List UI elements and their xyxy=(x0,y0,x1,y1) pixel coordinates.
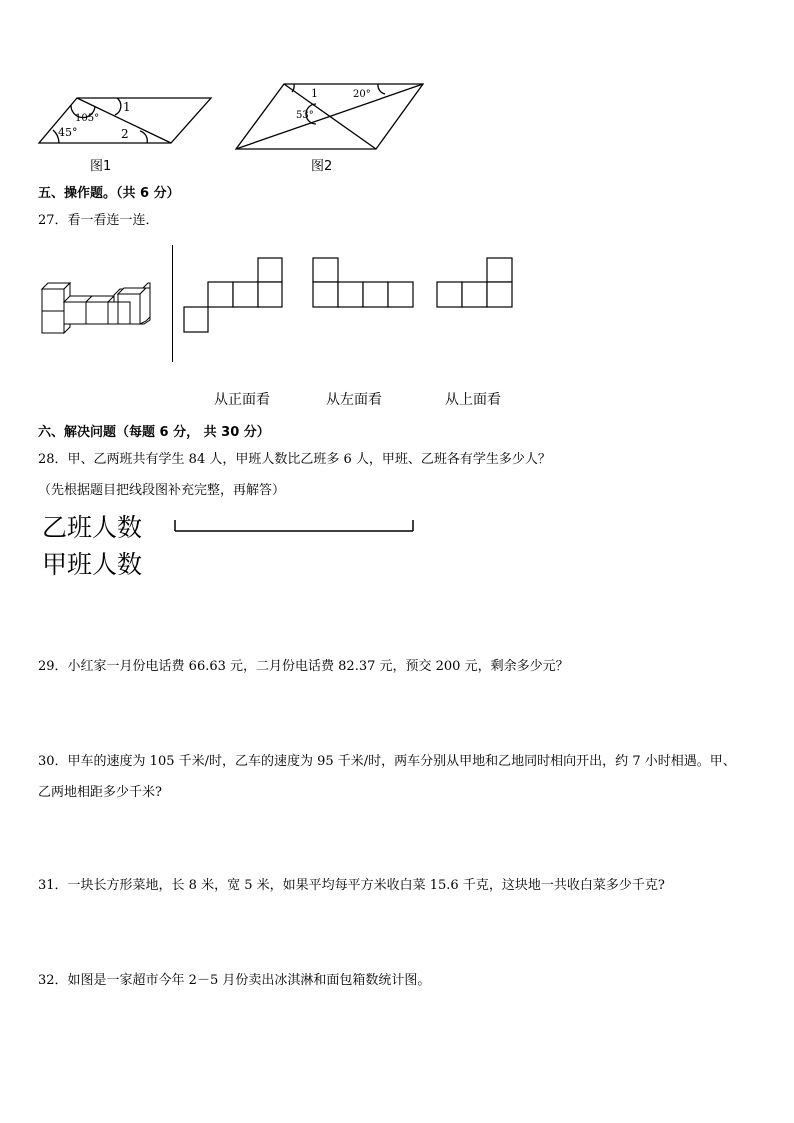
view-grid-top xyxy=(435,256,515,310)
question-30-line-1: 30．甲车的速度为 105 千米/时，乙车的速度为 95 千米/时，两车分别从甲地和乙地同时相向开出，约 7 小时相遇。甲、 xyxy=(38,754,736,769)
question-31: 31．一块长方形菜地，长 8 米，宽 5 米，如果平均每平方米收白菜 15.6 千克，这块地一共收白菜多少千克? xyxy=(38,878,665,893)
question-32: 32．如图是一家超市今年 2－5 月份卖出冰淇淋和面包箱数统计图。 xyxy=(38,973,431,988)
view-label-left: 从左面看 xyxy=(326,392,382,408)
question-30-line-2: 乙两地相距多少千米? xyxy=(38,785,162,800)
question-27: 27．看一看连一连． xyxy=(38,213,159,228)
segment-diagram-yi xyxy=(172,518,418,534)
angle-2-label: 2 xyxy=(121,127,129,141)
section-5-heading: 五、操作题。（共 6 分） xyxy=(38,186,180,201)
view-label-front: 从正面看 xyxy=(214,392,270,408)
angle-53-label: 53° xyxy=(296,110,314,121)
divider-line xyxy=(172,245,173,362)
figure-1-parallelogram xyxy=(35,92,220,152)
question-28: 28．甲、乙两班共有学生 84 人，甲班人数比乙班多 6 人，甲班、乙班各有学生多少人？ xyxy=(38,452,551,467)
view-grid-left xyxy=(311,256,415,310)
question-28-note: （先根据题目把线段图补充完整，再解答） xyxy=(38,483,286,498)
angle-105-label: 105° xyxy=(75,113,100,124)
angle-20-label: 20° xyxy=(353,89,371,100)
label-jia-class: 甲班人数 xyxy=(42,550,143,579)
section-6-heading: 六、解决问题（每题 6 分， 共 30 分） xyxy=(38,425,270,440)
angle-1-label: 1 xyxy=(123,100,131,114)
figure-1-caption: 图1 xyxy=(90,159,112,174)
angle-45-label: 45° xyxy=(58,126,78,139)
figure-2-caption: 图2 xyxy=(311,159,333,174)
fig2-angle-1-label: 1 xyxy=(311,87,318,100)
view-grid-front xyxy=(182,256,284,334)
question-29: 29．小红家一月份电话费 66.63 元，二月份电话费 82.37 元，预交 200 元，剩余多少元？ xyxy=(38,659,569,674)
view-label-top: 从上面看 xyxy=(445,392,501,408)
cube-stack-figure xyxy=(38,280,156,334)
figure-2-parallelogram xyxy=(230,80,430,154)
label-yi-class: 乙班人数 xyxy=(42,513,143,542)
